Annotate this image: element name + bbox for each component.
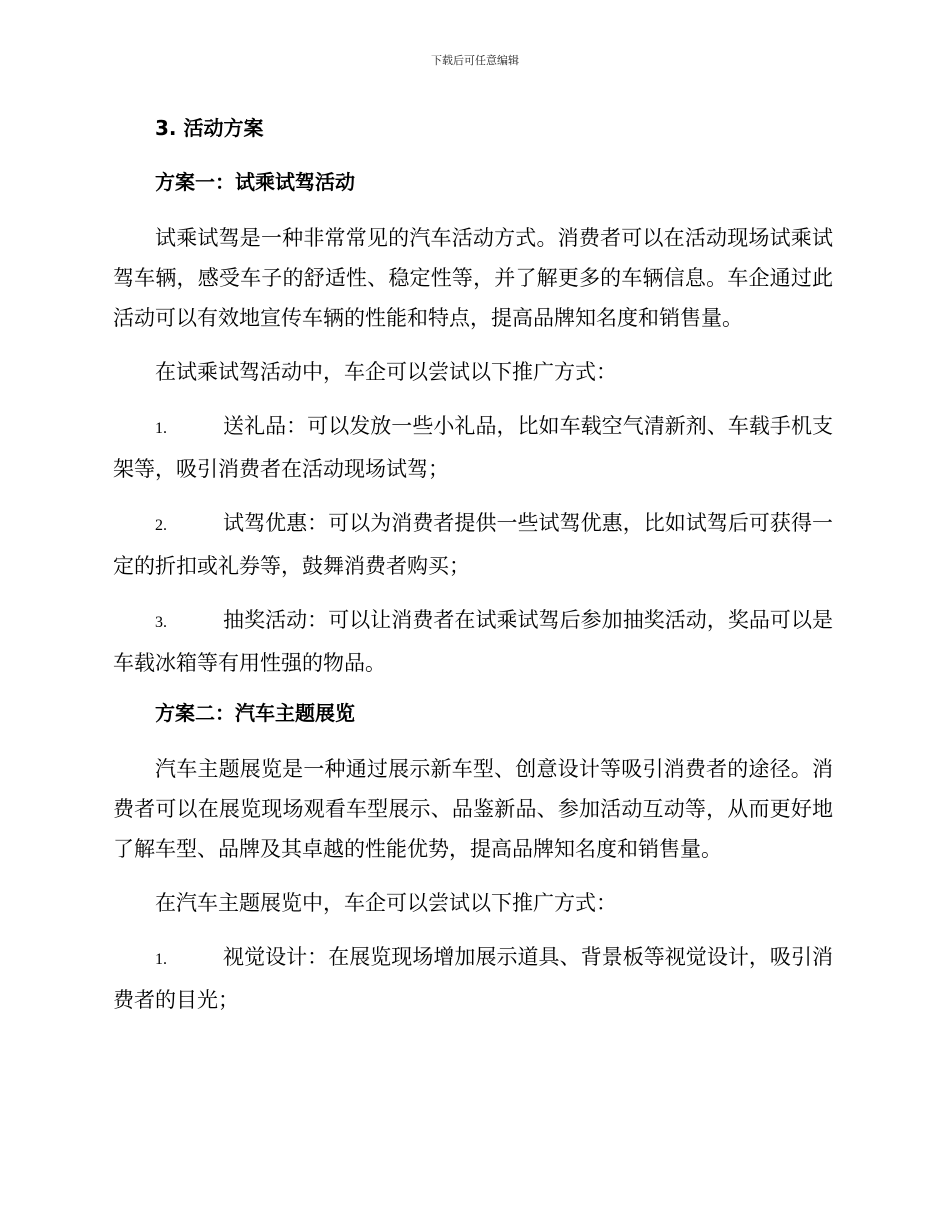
section-heading: 3. 活动方案	[155, 116, 264, 140]
page-header: 下载后可任意编辑	[431, 54, 519, 67]
list-item-number: 1.	[155, 420, 167, 437]
list-item-text: 送礼品：可以发放一些小礼品，比如车载空气清新剂、车载手机支架等，吸引消费者在活动现场试驾；	[113, 414, 833, 481]
list-item	[113, 406, 833, 489]
plan2-lead: 在汽车主题展览中，车企可以尝试以下推广方式：	[155, 891, 617, 915]
list-item	[113, 503, 833, 586]
list-item-number: 1.	[155, 951, 167, 968]
plan1-lead: 在试乘试驾活动中，车企可以尝试以下推广方式：	[155, 360, 617, 384]
plan1-intro: 试乘试驾是一种非常常见的汽车活动方式。消费者可以在活动现场试乘试驾车辆，感受车子的舒适性、稳定性等，并了解更多的车辆信息。车企通过此活动可以有效地宣传车辆的性能和特点，提高品牌知名度和销售量。	[113, 226, 833, 330]
list-item-text: 视觉设计：在展览现场增加展示道具、背景板等视觉设计，吸引消费者的目光；	[113, 945, 833, 1012]
document-body	[113, 112, 833, 1034]
list-item	[113, 600, 833, 683]
list-item-number: 3.	[155, 614, 167, 631]
list-item	[113, 937, 833, 1020]
list-item-text: 试驾优惠：可以为消费者提供一些试驾优惠，比如试驾后可获得一定的折扣或礼券等，鼓舞消费者购买；	[113, 511, 833, 578]
plan2-heading: 方案二：汽车主题展览	[155, 701, 355, 725]
plan2-intro: 汽车主题展览是一种通过展示新车型、创意设计等吸引消费者的途径。消费者可以在展览现场观看车型展示、品鉴新品、参加活动互动等，从而更好地了解车型、品牌及其卓越的性能优势，提高品牌知名度和销售量。	[113, 757, 833, 861]
list-item-text: 抽奖活动：可以让消费者在试乘试驾后参加抽奖活动，奖品可以是车载冰箱等有用性强的物品。	[113, 608, 833, 675]
plan1-heading: 方案一：试乘试驾活动	[155, 170, 355, 194]
list-item-number: 2.	[155, 517, 167, 534]
